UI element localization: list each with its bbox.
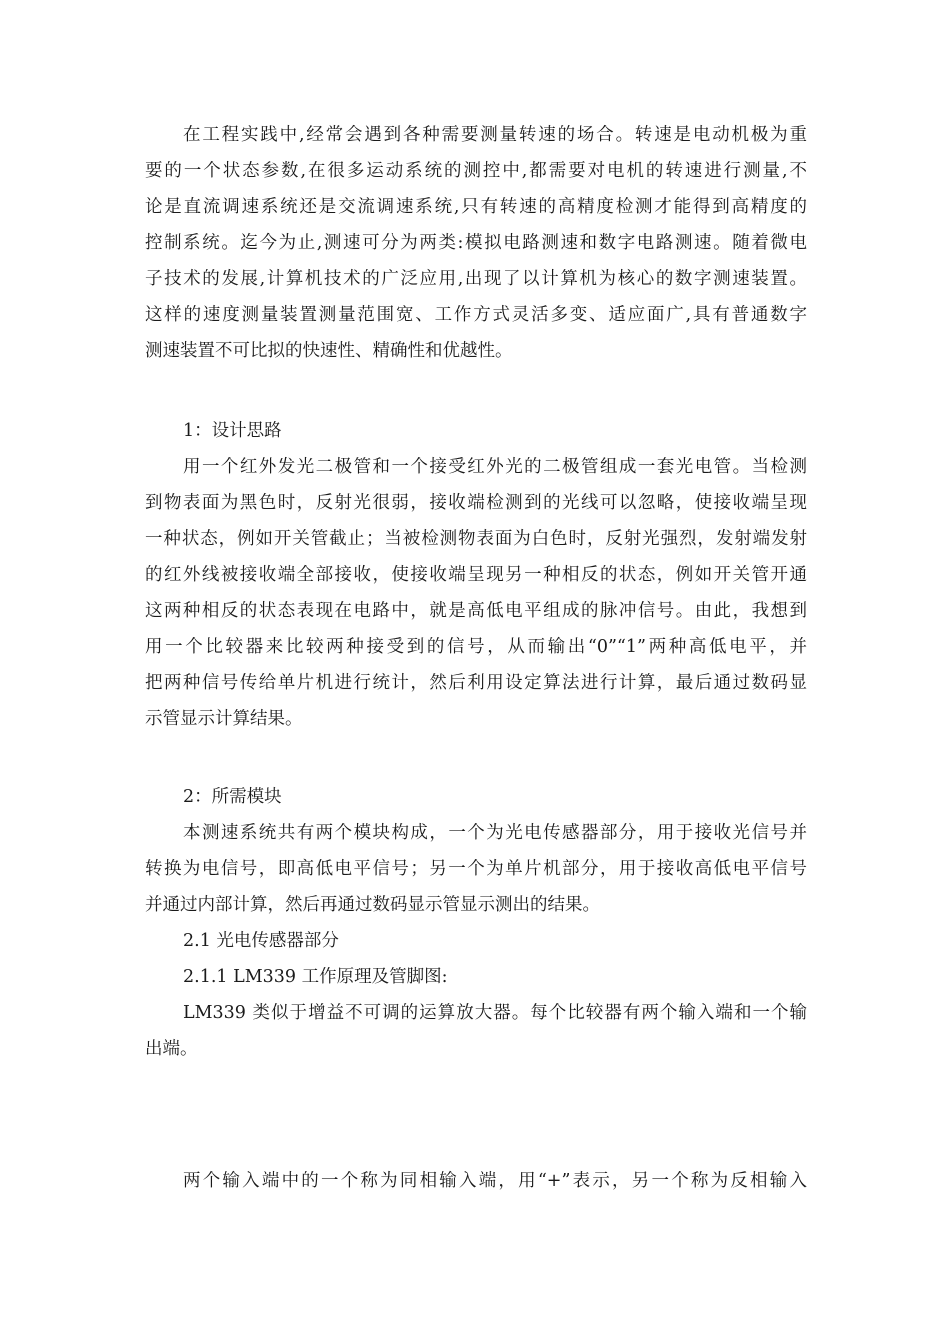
section1-line: 的红外线被接收端全部接收，使接收端呈现另一种相反的状态，例如开关管开通 <box>145 565 807 585</box>
section-heading-1: 1：设计思路 <box>183 421 282 441</box>
lm339-line: LM339 类似于增益不可调的运算放大器。每个比较器有两个输入端和一个输 <box>183 1003 807 1023</box>
section1-line: 一种状态，例如开关管截止；当被检测物表面为白色时，反射光强烈，发射端发射 <box>145 529 807 549</box>
section2-line: 转换为电信号，即高低电平信号；另一个为单片机部分，用于接收高低电平信号 <box>145 859 807 879</box>
section2-line: 并通过内部计算，然后再通过数码显示管显示测出的结果。 <box>145 895 600 915</box>
section1-line: 用一个红外发光二极管和一个接受红外光的二极管组成一套光电管。当检测 <box>183 457 807 477</box>
input-description-line: 两个输入端中的一个称为同相输入端，用“+”表示，另一个称为反相输入 <box>183 1171 807 1191</box>
intro-line: 子技术的发展,计算机技术的广泛应用,出现了以计算机为核心的数字测速装置。 <box>145 269 807 289</box>
section1-line: 用一个比较器来比较两种接受到的信号，从而输出“0”“1”两种高低电平，并 <box>145 637 807 657</box>
intro-line: 控制系统。迄今为止,测速可分为两类:模拟电路测速和数字电路测速。随着微电 <box>145 233 807 253</box>
section2-line: 本测速系统共有两个模块构成，一个为光电传感器部分，用于接收光信号并 <box>183 823 807 843</box>
intro-line: 测速装置不可比拟的快速性、精确性和优越性。 <box>145 341 513 361</box>
subsubsection-heading: 2.1.1 LM339 工作原理及管脚图: <box>183 967 448 987</box>
intro-line: 这样的速度测量装置测量范围宽、工作方式灵活多变、适应面广,具有普通数字 <box>145 305 807 325</box>
section1-line: 到物表面为黑色时，反射光很弱，接收端检测到的光线可以忽略，使接收端呈现 <box>145 493 807 513</box>
subsection-heading: 2.1 光电传感器部分 <box>183 931 339 951</box>
intro-line: 要的一个状态参数,在很多运动系统的测控中,都需要对电机的转速进行测量,不 <box>145 161 807 181</box>
section1-line: 这两种相反的状态表现在电路中，就是高低电平组成的脉冲信号。由此，我想到 <box>145 601 807 621</box>
intro-line: 在工程实践中,经常会遇到各种需要测量转速的场合。转速是电动机极为重 <box>183 125 807 145</box>
intro-line: 论是直流调速系统还是交流调速系统,只有转速的高精度检测才能得到高精度的 <box>145 197 807 217</box>
lm339-line: 出端。 <box>145 1039 198 1059</box>
section1-line: 示管显示计算结果。 <box>145 709 303 729</box>
section-heading-2: 2：所需模块 <box>183 787 282 807</box>
section1-line: 把两种信号传给单片机进行统计，然后利用设定算法进行计算，最后通过数码显 <box>145 673 807 693</box>
